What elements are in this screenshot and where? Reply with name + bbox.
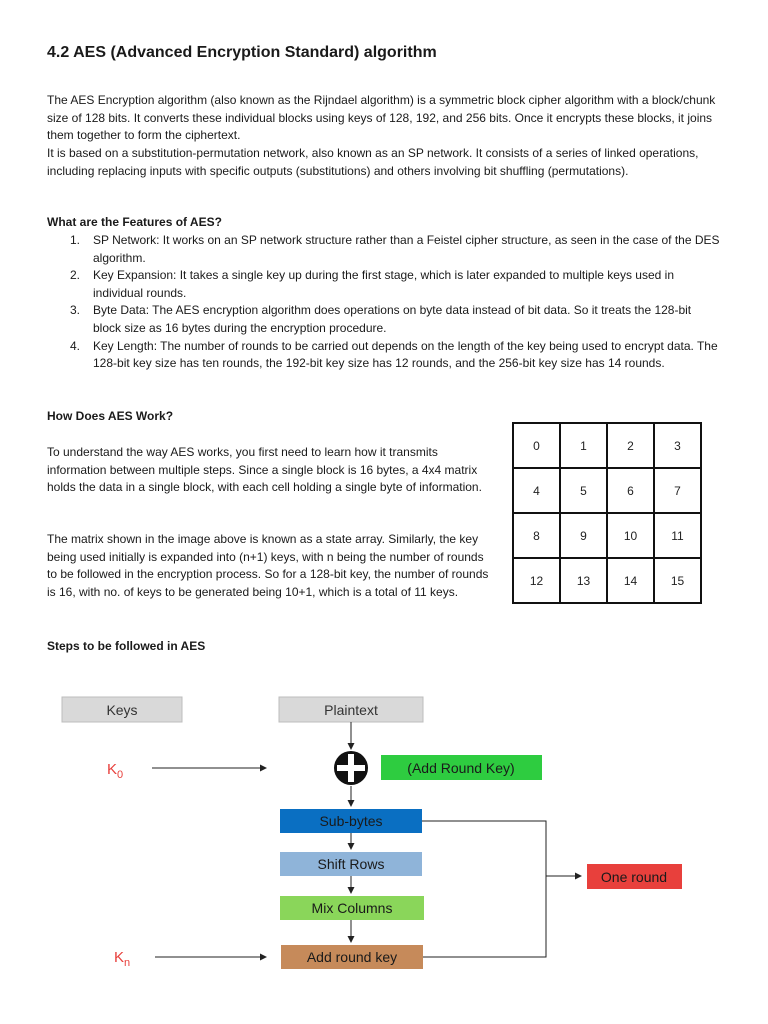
k0-subscript: 0 [117,769,124,781]
state-array-row [513,558,701,603]
intro-paragraph-1: The AES Encryption algorithm (also known as the Rijndael algorithm) is a symmetric block cipher algorithm with a block/chunk size of 128 bits. It converts these individual blocks using keys of 128, 192, and 256 bits. Once it encrypts these blocks, it joins them together to form the ciphertext. [47,93,716,143]
state-cell: 12 [513,558,560,603]
keys-label: Keys [106,702,138,718]
state-cell: 8 [513,513,560,558]
shift-rows-label: Shift Rows [317,856,385,872]
mix-columns-label: Mix Columns [311,900,393,916]
sub-bytes-label: Sub-bytes [319,813,383,829]
features-list [47,232,722,373]
state-array-row [513,423,701,468]
state-cell: 2 [607,423,654,468]
feature-number: 3. [70,303,81,318]
state-cell: 3 [654,423,701,468]
round-bracket-line [422,821,546,957]
state-cell: 6 [607,468,654,513]
document-title: 4.2 AES (Advanced Encryption Standard) algorithm [47,44,437,61]
kn-label [114,949,130,969]
feature-text: Byte Data: The AES encryption algorithm does operations on byte data instead of bit data. So it treats the 128-bit block size as 16 bytes during the encryption procedure. [93,303,692,335]
state-cell: 0 [513,423,560,468]
state-array-row [513,513,701,558]
state-cell: 14 [607,558,654,603]
how-paragraph-2: The matrix shown in the image above is known as a state array. Similarly, the key being used initially is expanded into (n+1) keys, with n being the number of rounds to be followed in the encryption process. So for a 128-bit key, the number of rounds is 16, with no. of keys to be generated being 10+1, which is a total of 11 keys. [47,532,489,599]
feature-number: 2. [70,268,81,283]
features-heading: What are the Features of AES? [47,215,222,229]
state-cell: 15 [654,558,701,603]
state-cell: 5 [560,468,607,513]
feature-item [47,338,722,373]
steps-heading: Steps to be followed in AES [47,639,206,653]
feature-number: 4. [70,338,81,353]
kn-base: K [114,949,125,966]
state-cell: 4 [513,468,560,513]
kn-subscript: n [124,957,131,969]
add-round-key-label: Add round key [306,949,398,965]
state-cell: 13 [560,558,607,603]
feature-item [47,302,722,337]
one-round-label: One round [600,869,668,885]
k0-label [107,761,123,781]
aes-flow-diagram [0,680,768,980]
state-array-table [512,422,702,604]
feature-text: SP Network: It works on an SP network structure rather than a Feistel cipher structure, as seen in the case of the DES algorithm. [93,233,720,265]
state-array-row [513,468,701,513]
state-cell: 11 [654,513,701,558]
xor-plus-vertical [348,754,354,782]
feature-text: Key Length: The number of rounds to be carried out depends on the length of the key being used to encrypt data. The 128-bit key size has ten rounds, the 192-bit key size has 12 rounds, and the 256-bit key size has 14 rounds. [93,338,718,371]
feature-text: Key Expansion: It takes a single key up during the first stage, which is later expanded to multiple keys used in individual rounds. [93,268,674,300]
intro-paragraph-2: It is based on a substitution-permutation network, also known as an SP network. It consists of a series of linked operations, including replacing inputs with specific outputs (substitutions) and others involving bit shuffling (permutations). [47,146,699,178]
state-cell: 7 [654,468,701,513]
how-heading: How Does AES Work? [47,409,174,423]
feature-item [47,232,722,267]
feature-number: 1. [70,233,81,247]
plaintext-label: Plaintext [324,702,378,718]
feature-item [47,267,722,302]
state-cell: 10 [607,513,654,558]
k0-base: K [107,761,118,778]
add-round-key-initial-label: (Add Round Key) [407,760,515,776]
state-cell: 9 [560,513,607,558]
state-cell: 1 [560,423,607,468]
how-paragraph-1: To understand the way AES works, you first need to learn how it transmits information between multiple steps. Since a single block is 16 bytes, a 4x4 matrix holds the data in a single block, with each cell holding a single byte of information. [47,445,482,495]
